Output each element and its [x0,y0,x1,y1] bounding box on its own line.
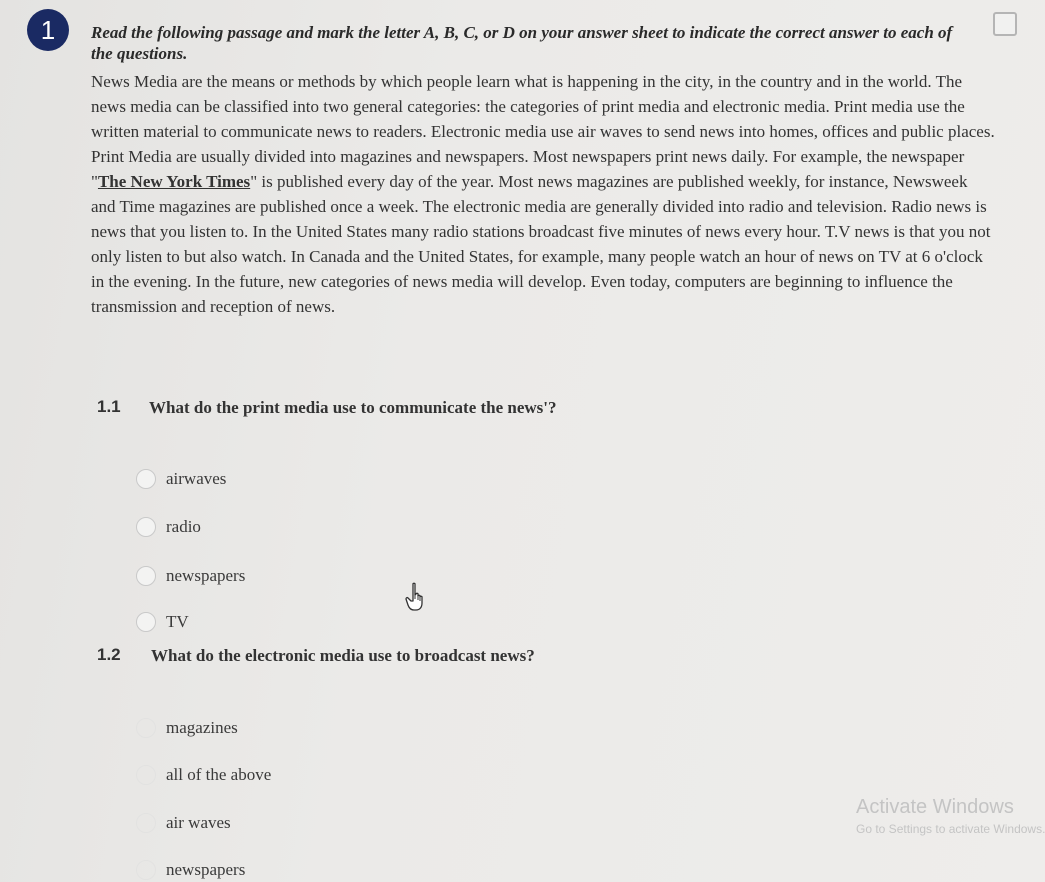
q1-1-option-c[interactable] [136,566,245,586]
q1-2-option-c[interactable] [136,813,231,833]
radio-button[interactable] [136,517,156,537]
option-label: radio [166,517,201,536]
option-label: air waves [166,813,231,832]
option-label: newspapers [166,860,246,879]
option-label: airwaves [166,469,227,488]
newspaper-title: The New York Times [97,172,251,191]
watermark-subtitle: Go to Settings to activate Windows. [856,822,1045,836]
radio-button[interactable] [136,813,156,833]
activation-watermark [856,796,1045,836]
option-label: all of the above [166,765,272,784]
reading-passage [91,69,996,319]
q1-2-option-b[interactable] [136,765,271,785]
q1-1-option-a[interactable] [136,469,226,489]
question-1-1-number: 1.1 [97,397,121,416]
instruction-text: Read the following passage and mark the letter A, B, C, or D on your answer sheet to indicate the correct answer to each of the questions. [91,23,953,63]
q1-1-option-b[interactable] [136,517,201,537]
radio-button[interactable] [136,612,156,632]
watermark-title: Activate Windows [856,796,1014,818]
radio-button[interactable] [136,566,156,586]
option-label: newspapers [166,566,246,585]
option-label: magazines [166,718,238,737]
radio-button[interactable] [136,469,156,489]
radio-button[interactable] [136,718,156,738]
question-1-2-text: What do the electronic media use to broadcast news? [151,646,535,665]
radio-button[interactable] [136,765,156,785]
question-1-1-text: What do the print media use to communicate the news'? [149,398,557,417]
passage-text-part-2: " is published every day of the year. Most news magazines are published weekly, for instance, Newsweek and Time magazines are published once a week. The electronic media are generally divided into radio and television. Radio news is news that you listen to. In the United States many radio stations broadcast five minutes of news every hour. T.V news is that you not only listen to but also watch. In Canada and the United States, for example, many people watch an hour of news on TV at 6 o'clock in the evening. In the future, new categories of news media will develop. Even today, computers are beginning to influence the transmission and reception of news. [91,172,991,316]
q1-2-option-a[interactable] [136,718,238,738]
q1-1-option-d[interactable] [136,612,189,632]
q1-2-option-d[interactable] [136,860,245,880]
hand-pointer-icon [404,582,430,612]
option-label: TV [166,612,189,631]
question-number-badge: 1 [27,9,69,51]
flag-question-checkbox[interactable] [993,12,1017,36]
passage-text-part-1: News Media are the means or methods by which people learn what is happening in the city, in the country and in the world. The news media can be classified into two general categories: the categories of print media and electronic media. Print media use the written material to communicate news to readers. Electronic media use air waves to send news into homes, offices and public places. Print Media are usually divided into magazines and newspapers. Most newspapers print news daily. For example, the newspaper " [91,72,995,191]
question-1-2-number: 1.2 [97,645,121,664]
radio-button[interactable] [136,860,156,880]
